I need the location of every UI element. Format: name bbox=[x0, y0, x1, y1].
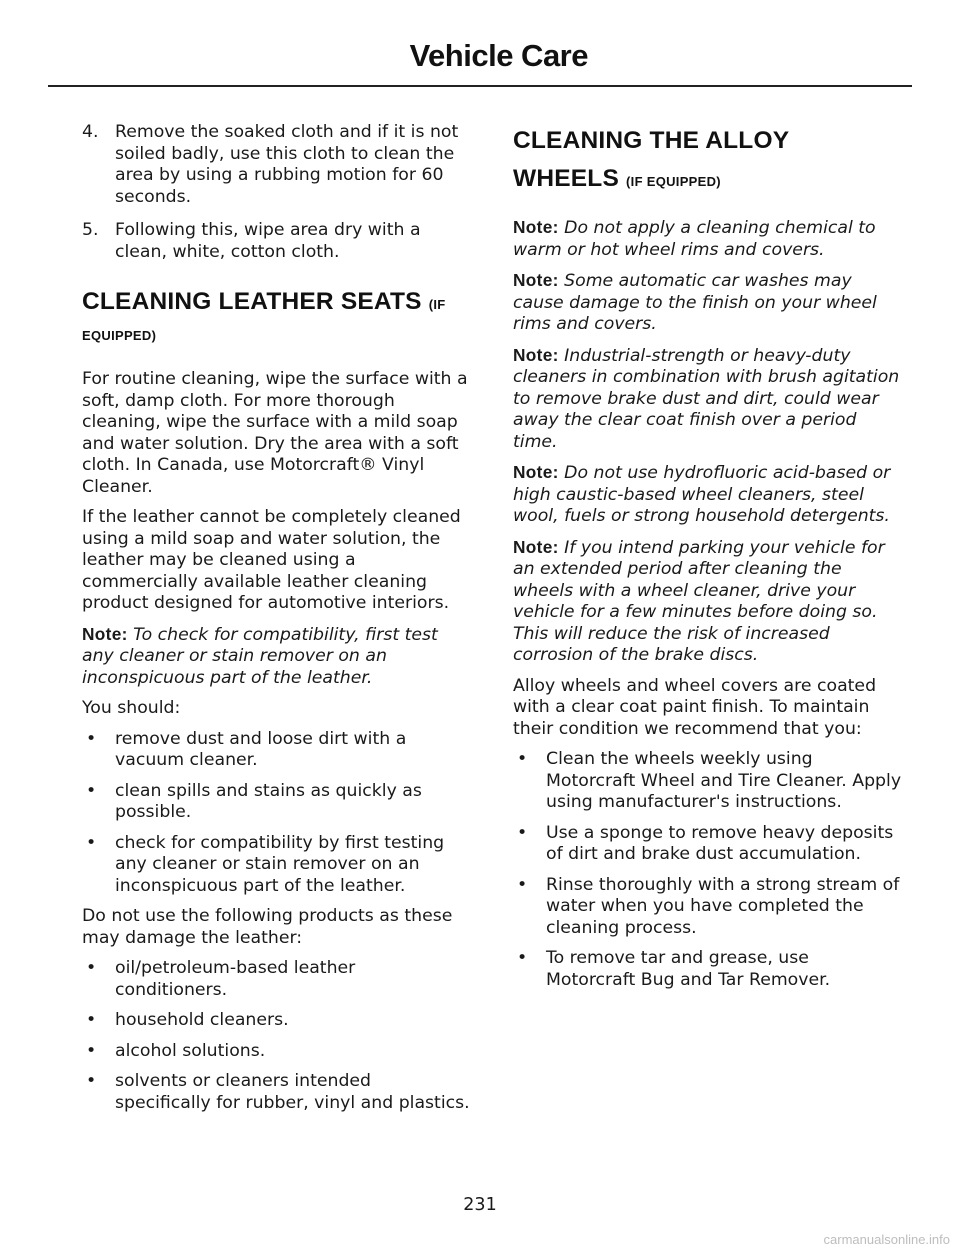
heading-suffix: (IF EQUIPPED) bbox=[626, 174, 721, 189]
paragraph: If the leather cannot be completely cleaned using a mild soap and water solution, the leather may be cleaned using a commercially available leather cleaning product designed for automotive interiors. bbox=[82, 507, 461, 613]
step-item bbox=[82, 122, 472, 208]
note-label: Note: bbox=[513, 270, 559, 290]
list-item bbox=[513, 823, 903, 866]
list-item-text: clean spills and stains as quickly as possible. bbox=[115, 780, 422, 822]
bullet-marker: • bbox=[86, 1010, 97, 1030]
list-item-text: Use a sponge to remove heavy deposits of dirt and brake dust accumulation. bbox=[546, 822, 894, 864]
list-item-text: Rinse thoroughly with a strong stream of water when you have completed the cleaning process. bbox=[546, 874, 900, 938]
list-item-text: check for compatibility by first testing any cleaner or stain remover on an inconspicuous part of the leather. bbox=[115, 832, 445, 896]
list-item-text: alcohol solutions. bbox=[115, 1040, 266, 1061]
note bbox=[513, 462, 903, 528]
alloy-wheels-heading bbox=[513, 122, 903, 201]
list-item bbox=[82, 833, 472, 898]
list-item bbox=[513, 875, 903, 940]
list-item-text: household cleaners. bbox=[115, 1010, 289, 1030]
list-item bbox=[82, 958, 472, 1001]
bullet-marker: • bbox=[86, 1040, 97, 1061]
paragraph: For routine cleaning, wipe the surface with a soft, damp cloth. For more thorough cleaning, wipe the surface with a mild soap and water solution. Dry the area with a soft cloth. In Canada, use Motorcraft® Vinyl Cleaner. bbox=[82, 369, 468, 497]
bullet-marker: • bbox=[86, 832, 97, 853]
list-item bbox=[82, 1010, 472, 1032]
step-number: 4. bbox=[82, 122, 99, 142]
note-text: Do not use hydrofluoric acid-based or high caustic-based wheel cleaners, steel wool, fuels or strong household detergents. bbox=[513, 463, 891, 526]
list-item-text: oil/petroleum-based leather conditioners. bbox=[115, 958, 356, 1000]
list-item-text: To remove tar and grease, use Motorcraft Bug and Tar Remover. bbox=[546, 948, 831, 990]
note-text: Industrial-strength or heavy-duty cleaners in combination with brush agitation to remove brake dust and dirt, could wear away the clear coat finish over a period time. bbox=[513, 345, 900, 452]
step-item bbox=[82, 220, 472, 263]
note-text: To check for compatibility, first test any cleaner or stain remover on an inconspicuous part of the leather. bbox=[82, 624, 438, 688]
right-column bbox=[513, 122, 903, 1000]
list-item bbox=[513, 948, 903, 991]
bullet-marker: • bbox=[86, 1071, 97, 1091]
note bbox=[513, 270, 903, 336]
note-label: Note: bbox=[513, 536, 559, 557]
note-label: Note: bbox=[513, 217, 559, 237]
heading-main: WHEELS bbox=[513, 165, 620, 192]
heading-line bbox=[513, 160, 903, 201]
note-label: Note: bbox=[513, 462, 559, 482]
note-text: Do not apply a cleaning chemical to warm or hot wheel rims and covers. bbox=[513, 218, 876, 260]
step-number: 5. bbox=[82, 220, 99, 240]
heading-line: CLEANING THE ALLOY bbox=[513, 127, 790, 154]
leather-seats-heading bbox=[82, 279, 472, 328]
heading-suffix-continued: EQUIPPED) bbox=[82, 328, 157, 343]
bullet-marker: • bbox=[86, 780, 97, 801]
bullet-marker: • bbox=[517, 822, 528, 843]
list-item-text: remove dust and loose dirt with a vacuum cleaner. bbox=[115, 728, 407, 770]
page-number: 231 bbox=[463, 1195, 497, 1215]
note bbox=[513, 537, 903, 667]
bullet-marker: • bbox=[86, 728, 97, 749]
bullet-marker: • bbox=[517, 874, 528, 895]
header-divider bbox=[48, 85, 912, 87]
page-header-title: Vehicle Care bbox=[409, 38, 588, 73]
step-text: Remove the soaked cloth and if it is not soiled badly, use this cloth to clean the area by using a rubbing motion for 60 seconds. bbox=[115, 122, 459, 207]
list-item bbox=[82, 729, 472, 772]
bullet-marker: • bbox=[517, 749, 528, 769]
watermark: carmanualsonline.info bbox=[823, 1232, 950, 1247]
paragraph: Do not use the following products as these may damage the leather: bbox=[82, 906, 453, 948]
note-text: Some automatic car washes may cause damage to the finish on your wheel rims and covers. bbox=[513, 271, 877, 334]
note-label: Note: bbox=[513, 344, 559, 365]
left-column bbox=[82, 122, 472, 1123]
heading-suffix: (IF bbox=[428, 297, 446, 312]
note bbox=[82, 624, 472, 690]
paragraph: You should: bbox=[82, 698, 181, 718]
note-text: If you intend parking your vehicle for an extended period after cleaning the wheels with a wheel cleaner, drive your vehicle for a few minutes before doing so. This will reduce the risk of increased corrosion of the brake discs. bbox=[513, 537, 885, 665]
paragraph: Alloy wheels and wheel covers are coated with a clear coat paint finish. To maintain their condition we recommend that you: bbox=[513, 675, 877, 739]
list-item-text: Clean the wheels weekly using Motorcraft Wheel and Tire Cleaner. Apply using manufacturer's instructions. bbox=[546, 749, 902, 812]
bullet-marker: • bbox=[86, 958, 97, 978]
list-item bbox=[82, 781, 472, 824]
list-item bbox=[513, 749, 903, 814]
note-label: Note: bbox=[82, 623, 128, 644]
note bbox=[513, 345, 903, 454]
list-item bbox=[82, 1071, 472, 1114]
heading-main: CLEANING LEATHER SEATS bbox=[82, 288, 422, 315]
bullet-marker: • bbox=[517, 948, 528, 968]
list-item bbox=[82, 1041, 472, 1063]
step-text: Following this, wipe area dry with a clean, white, cotton cloth. bbox=[115, 220, 421, 262]
note bbox=[513, 217, 903, 261]
list-item-text: solvents or cleaners intended specifically for rubber, vinyl and plastics. bbox=[115, 1071, 470, 1113]
